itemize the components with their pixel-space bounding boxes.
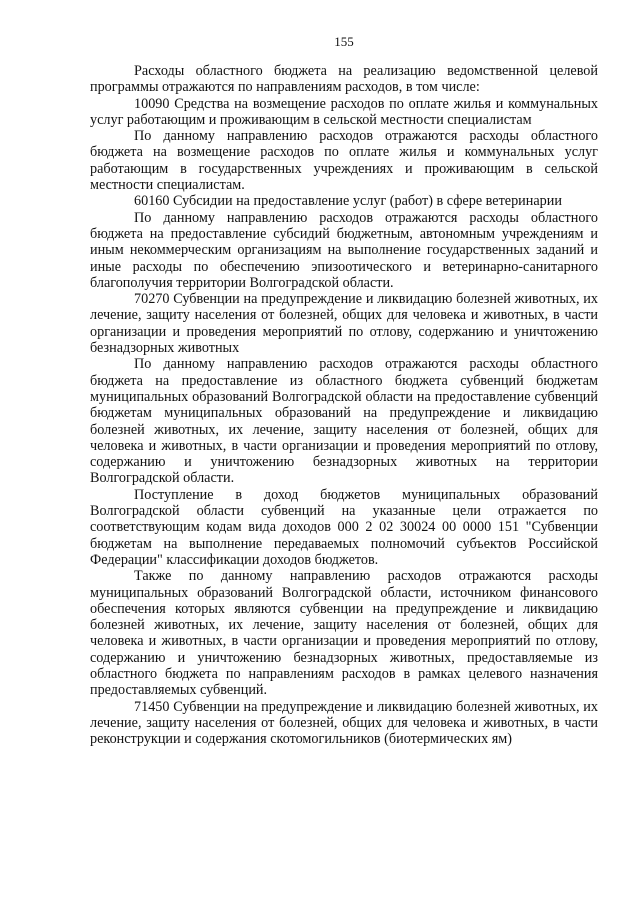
page-number: 155 — [334, 34, 354, 49]
paragraph-code-71450: 71450 Субвенции на предупреждение и ликвидацию болезней животных, их лечение, защиту населения от болезней, общих для человека и животных, в части реконструкции и содержания скотомогильников (биотермических ям) — [90, 698, 598, 748]
paragraph-60160-description: По данному направлению расходов отражаются расходы областного бюджета на предоставление субсидий бюджетным, автономным учреждениям и иным некоммерческим организациям на выполнение государственных заданий и иные расходы по обеспечению эпизоотического и ветеринарно-санитарного благополучия территории Волгоградской области. — [90, 209, 598, 291]
paragraph-10090-description: По данному направлению расходов отражаются расходы областного бюджета на возмещение расходов по оплате жилья и коммунальных услуг работающим в государственных учреждениях и проживающим в сельской местности специалистам. — [90, 128, 598, 194]
document-body — [90, 63, 598, 747]
document-page — [90, 0, 598, 905]
paragraph-70270-revenue: Поступление в доход бюджетов муниципальных образований Волгоградской области субвенций на указанные цели отражается по соответствующим кодам вида доходов 000 2 02 30024 00 0000 151 "Субвенции бюджетам на выполнение передаваемых полномочий субъектов Российской Федерации" классификации доходов бюджетов. — [90, 486, 598, 568]
paragraph-70270-municipal: Также по данному направлению расходов отражаются расходы муниципальных образований Волгоградской области, источником финансового обеспечения которых являются субвенции на предупреждение и ликвидацию болезней животных, их лечение, защиту населения от болезней, общих для человека и животных, в части организации и проведения мероприятий по отлову, содержанию и уничтожению безнадзорных животных, предоставляемые из областного бюджета по направлениям расходов в рамках целевого назначения предоставляемых субвенций. — [90, 568, 598, 699]
paragraph-70270-description: По данному направлению расходов отражаются расходы областного бюджета на предоставление из областного бюджета субвенций бюджетам муниципальных образований Волгоградской области на предоставление субвенций бюджетам муниципальных образований на предупреждение и ликвидацию болезней животных, их лечение, защиту населения от болезней, общих для человека и животных, в части организации и проведения мероприятий по отлову, содержанию и уничтожению безнадзорных животных на территории Волгоградской области. — [90, 356, 598, 487]
paragraph-code-10090: 10090 Средства на возмещение расходов по оплате жилья и коммунальных услуг работающим и проживающим в сельской местности специалистам — [90, 95, 598, 128]
paragraph-intro: Расходы областного бюджета на реализацию ведомственной целевой программы отражаются по направлениям расходов, в том числе: — [90, 63, 598, 96]
paragraph-code-60160: 60160 Субсидии на предоставление услуг (работ) в сфере ветеринарии — [134, 193, 562, 210]
paragraph-code-70270: 70270 Субвенции на предупреждение и ликвидацию болезней животных, их лечение, защиту населения от болезней, общих для человека и животных, в части организации и проведения мероприятий по отлову, содержанию и уничтожению безнадзорных животных — [90, 291, 598, 357]
